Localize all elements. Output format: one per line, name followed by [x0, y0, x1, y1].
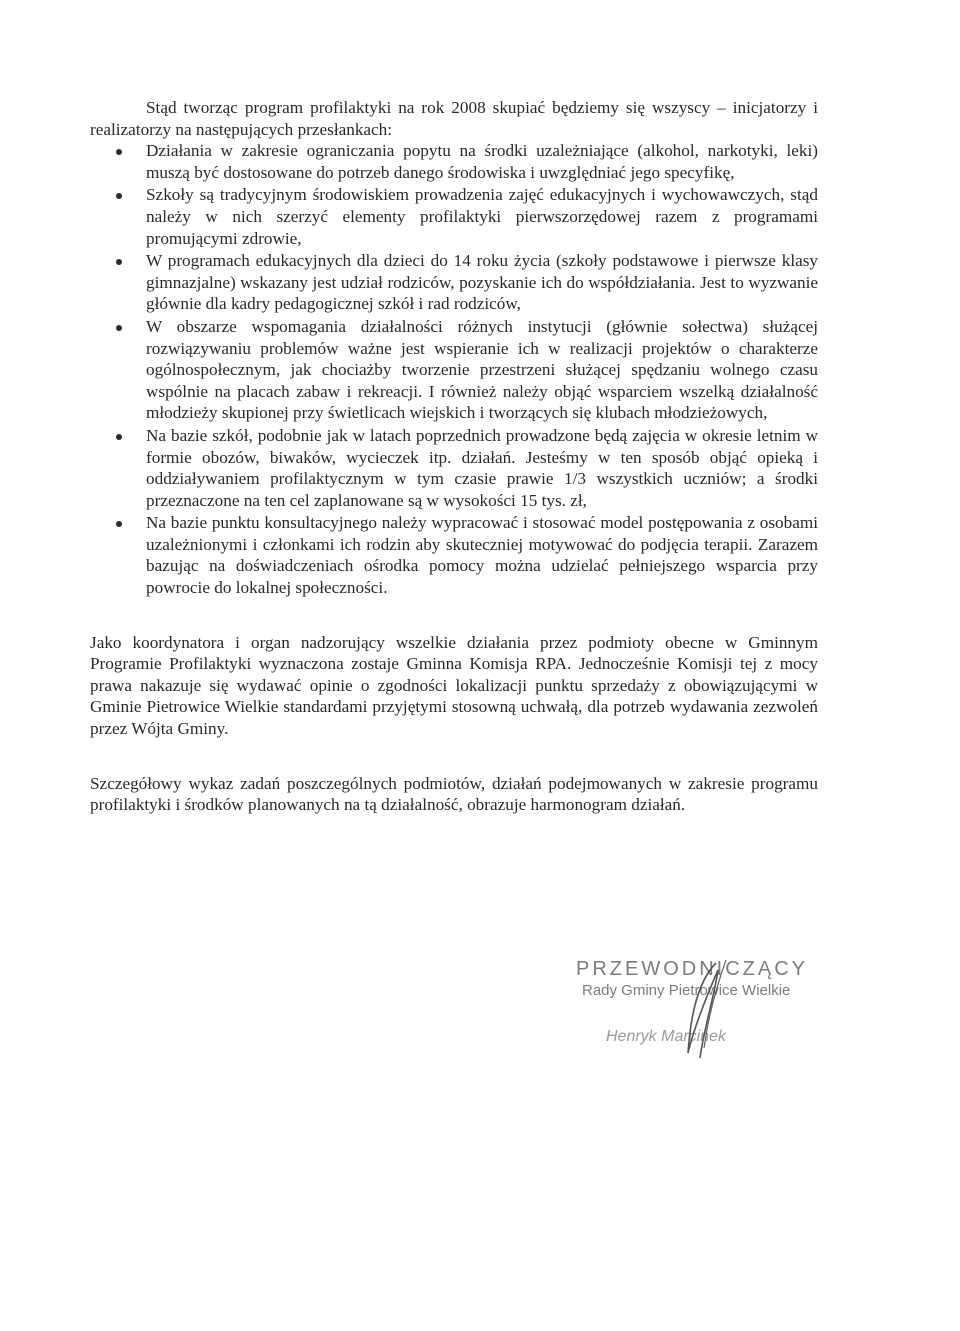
stamp-title: PRZEWODNICZĄCY — [576, 958, 808, 980]
bullet-icon — [116, 521, 122, 527]
signature-stamp — [576, 958, 816, 1068]
bullet-icon — [116, 193, 122, 199]
handwritten-signature-icon — [576, 958, 816, 1068]
document-body — [90, 97, 818, 816]
bullet-icon — [116, 325, 122, 331]
list-item: W programach edukacyjnych dla dzieci do 14 roku życia (szkoły podstawowe i pierwsze klasy gimnazjalne) wskazany jest udział rodziców, pozyskanie ich do współdziałania. Jest to wyzwanie głównie dla kadry pedagogicznej szkół i rad rodziców, — [90, 250, 818, 315]
coordinator-paragraph: Jako koordynatora i organ nadzorujący wszelkie działania przez podmioty obecne w Gminnym Programie Profilaktyki wyznaczona zostaje Gminna Komisja RPA. Jednocześnie Komisji tej z mocy prawa nakazuje się wydawać opinie o zgodności lokalizacji punktu sprzedaży z obowiązującymi w Gminie Pietrowice Wielkie standardami przyjętymi stosowną uchwałą, dla potrzeb wydawania zezwoleń przez Wójta Gminy. — [90, 632, 818, 739]
list-item: W obszarze wspomagania działalności różnych instytucji (głównie sołectwa) służącej rozwiązywaniu problemów ważne jest wspieranie ich w realizacji projektów o charakterze ogólnospołecznym, jak chociażby tworzenie przestrzeni służącej spędzaniu wolnego czasu wspólnie na placach zabaw i rekreacji. I również należy objąć wsparciem wszelką działalność młodzieży skupionej przy świetlicach wiejskich i tworzących się klubach młodzieżowych, — [90, 316, 818, 424]
schedule-paragraph: Szczegółowy wykaz zadań poszczególnych podmiotów, działań podejmowanych w zakresie programu profilaktyki i środków planowanych na tą działalność, obrazuje harmonogram działań. — [90, 773, 818, 815]
stamp-name: Henryk Marcinek — [606, 1028, 727, 1045]
bullet-icon — [116, 259, 122, 265]
list-item: Działania w zakresie ograniczania popytu na środki uzależniające (alkohol, narkotyki, leki) muszą być dostosowane do potrzeb danego środowiska i uwzględniać jego specyfikę, — [90, 140, 818, 183]
intro-paragraph: Stąd tworząc program profilaktyki na rok 2008 skupiać będziemy się wszyscy – inicjatorzy i realizatorzy na następujących przesłankach: — [90, 98, 818, 139]
stamp-council: Rady Gminy Pietrowice Wielkie — [582, 982, 791, 999]
list-item: Szkoły są tradycyjnym środowiskiem prowadzenia zajęć edukacyjnych i wychowawczych, stąd należy w nich szerzyć elementy profilaktyki pierwszorzędowej razem z programami promującymi zdrowie, — [90, 184, 818, 249]
premises-list — [90, 140, 818, 598]
bullet-icon — [116, 434, 122, 440]
list-item: Na bazie szkół, podobnie jak w latach poprzednich prowadzone będą zajęcia w okresie letnim w formie obozów, biwaków, wycieczek itp. działań. Jesteśmy w ten sposób objąć opieką i oddziaływaniem profilaktycznym w tym czasie prawie 1/3 wszystkich uczniów; a środki przeznaczone na ten cel zaplanowane są w wysokości 15 tys. zł, — [90, 425, 818, 511]
bullet-icon — [116, 149, 122, 155]
list-item: Na bazie punktu konsultacyjnego należy wypracować i stosować model postępowania z osobami uzależnionymi i członkami ich rodzin aby skuteczniej motywować do podjęcia terapii. Zarazem bazując na doświadczeniach ośrodka pomocy można udzielać pełniejszego wsparcia przy powrocie do lokalnej społeczności. — [90, 512, 818, 598]
